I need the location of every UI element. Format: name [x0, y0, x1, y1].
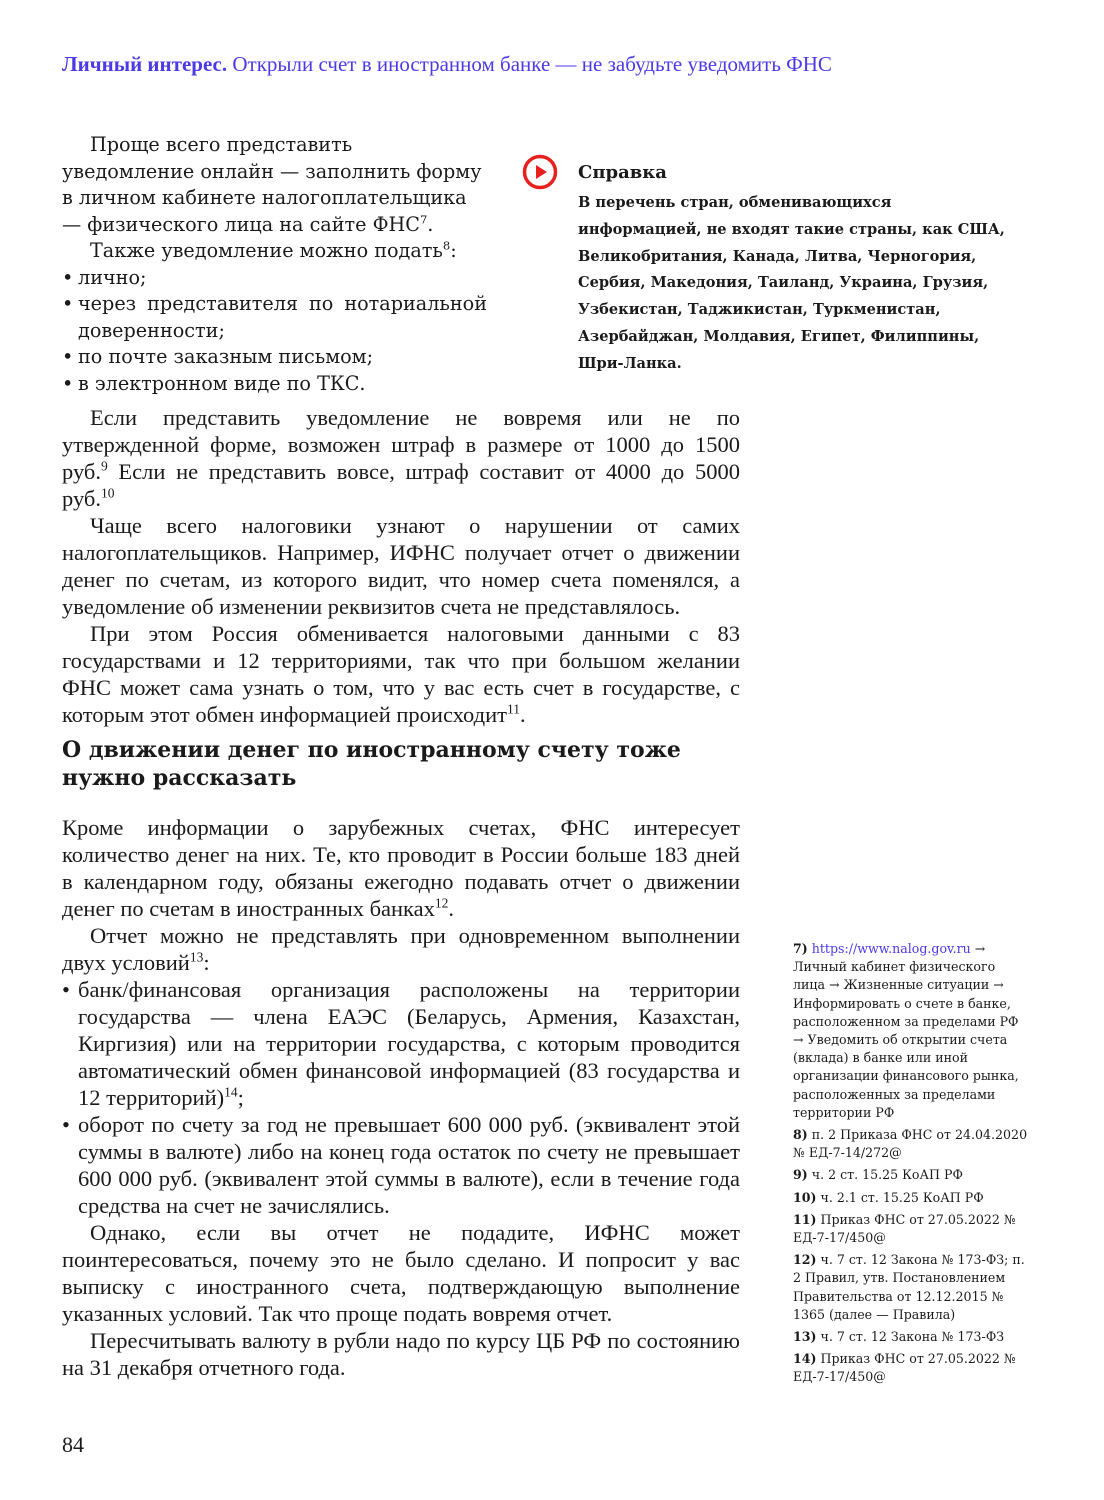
header-chapter-title: Открыли счет в иностранном банке — не забудьте уведомить ФНС — [232, 52, 832, 76]
list-item: • через представителя по нотариальной доверенности; — [62, 291, 487, 344]
footnote-11: 11) Приказ ФНС от 27.05.2022 № ЕД-7-17/450@ — [793, 1211, 1016, 1246]
callout-body: В перечень стран, обменивающихся информацией, не входят такие страны, как США, Великобритания, Канада, Литва, Черногория, Сербия, Македония, Таиланд, Украина, Грузия, Узбекистан, Таджикистан, Туркменистан, Азербайджан, Молдавия, Египет, Филиппины, Шри-Ланка. — [578, 194, 1005, 372]
footnote-7: 7) https://www.nalog.gov.ru → Личный кабинет физического лица → Жизненные ситуации → Информировать о счете в банке, расположенном за пределами РФ → Уведомить об открытии счета (вклада) в банке или иной организации финансового рынка, расположенных за пределами территории РФ — [793, 941, 1019, 1120]
body-paragraph: Чаще всего налоговики узнают о нарушении от самих налогоплательщиков. Например, ИФНС получает отчет о движении денег по счетам, из которого видит, что номер счета поменялся, а уведомление об изменении реквизитов счета не представлялось. — [62, 513, 740, 619]
nalog-link[interactable]: https://www.nalog.gov.ru — [811, 941, 971, 956]
footnote-ref[interactable]: 9 — [100, 458, 108, 474]
intro-paragraph: Проще всего представить уведомление онлайн — заполнить форму в личном кабинете налогоплательщика — физического лица на сайте ФНС$^7$. — [62, 133, 482, 236]
intro-column — [62, 132, 487, 397]
footnote-ref[interactable]: 7 — [419, 212, 428, 227]
body-paragraph: Однако, если вы отчет не подадите, ИФНС может поинтересоваться, почему это не было сделано. И попросит у вас выписку с иностранного счета, подтверждающую выполнение указанных условий. Так что проще подать вовремя отчет. — [62, 1220, 740, 1326]
list-item: • по почте заказным письмом; — [62, 344, 487, 371]
footnote-ref[interactable]: 8 — [442, 238, 451, 253]
footnote-14: 14) Приказ ФНС от 27.05.2022 № ЕД-7-17/450@ — [793, 1351, 1016, 1385]
footnote-8: 8) п. 2 Приказа ФНС от 24.04.2020 № ЕД-7-14/272@ — [793, 1127, 1028, 1161]
running-header — [62, 52, 832, 77]
body-paragraph: Отчет можно не представлять при одновременном выполнении двух условий$^{13}$: — [62, 923, 740, 975]
intro-paragraph: Также уведомление можно подать$^8$: — [90, 238, 457, 262]
page-number: 84 — [62, 1432, 84, 1457]
footnote-ref[interactable]: 14 — [224, 1084, 238, 1100]
list-item: • в электронном виде по ТКС. — [62, 371, 487, 398]
footnote-ref[interactable]: 13 — [189, 949, 204, 965]
body-paragraph: Если представить уведомление не вовремя или не по утвержденной форме, возможен штраф в размере от 1000 до 1500 руб.$^9$ Если не представить вовсе, штраф составит от 4000 до 5000 руб.$^{10}$ — [62, 405, 740, 511]
footnote-ref[interactable]: 10 — [100, 485, 115, 501]
footnote-10: 10) ч. 2.1 ст. 15.25 КоАП РФ — [793, 1189, 984, 1205]
play-circle-icon — [522, 154, 558, 190]
callout-title: Справка — [578, 162, 667, 183]
list-item: • оборот по счету за год не превышает 600 000 руб. (эквивалент этой суммы в валюте) либо на конец года остаток по счету не превышает 600 000 руб. (эквивалент этой суммы в валюте), если в течение года средства на счет не зачислялись. — [62, 1111, 740, 1219]
list-item: • банк/финансовая организация расположены на территории государства — члена ЕАЭС (Беларусь, Армения, Казахстан, Киргизия) или на территории государства, с которым проводится автоматический обмен финансовой информацией (83 государства и 12 территорий)$^{14}$; — [62, 976, 740, 1111]
body-paragraph: Кроме информации о зарубежных счетах, ФНС интересует количество денег на них. Те, кто проводит в России больше 183 дней в календарном году, обязаны ежегодно подавать отчет о движении денег по счетам в иностранных банках$^{12}$. — [62, 815, 740, 921]
footnote-ref[interactable]: 12 — [434, 895, 449, 911]
body-paragraph: При этом Россия обменивается налоговыми данными с 83 государствами и 12 территориями, так что при большом желании ФНС может сама узнать о том, что у вас есть счет в государстве, с которым этот обмен информацией происходит$^{11}$. — [62, 621, 740, 727]
footnote-12: 12) ч. 7 ст. 12 Закона № 173-ФЗ; п. 2 Правил, утв. Постановлением Правительства от 12.12.2015 № 1365 (далее — Правила) — [793, 1252, 1025, 1322]
body-paragraph: Пересчитывать валюту в рубли надо по курсу ЦБ РФ по состоянию на 31 декабря отчетного года. — [62, 1328, 740, 1380]
footnotes — [793, 940, 1028, 1391]
footnote-9: 9) ч. 2 ст. 15.25 КоАП РФ — [793, 1167, 963, 1183]
body-text-1 — [62, 404, 740, 728]
footnote-ref[interactable]: 11 — [506, 701, 520, 717]
footnote-13: 13) ч. 7 ст. 12 Закона № 173-ФЗ — [793, 1329, 1005, 1345]
header-section-label: Личный интерес. — [62, 52, 228, 76]
list-item: • лично; — [62, 265, 487, 292]
body-text-2 — [62, 814, 740, 1381]
section-heading: О движении денег по иностранному счету тоже нужно рассказать — [62, 737, 681, 791]
